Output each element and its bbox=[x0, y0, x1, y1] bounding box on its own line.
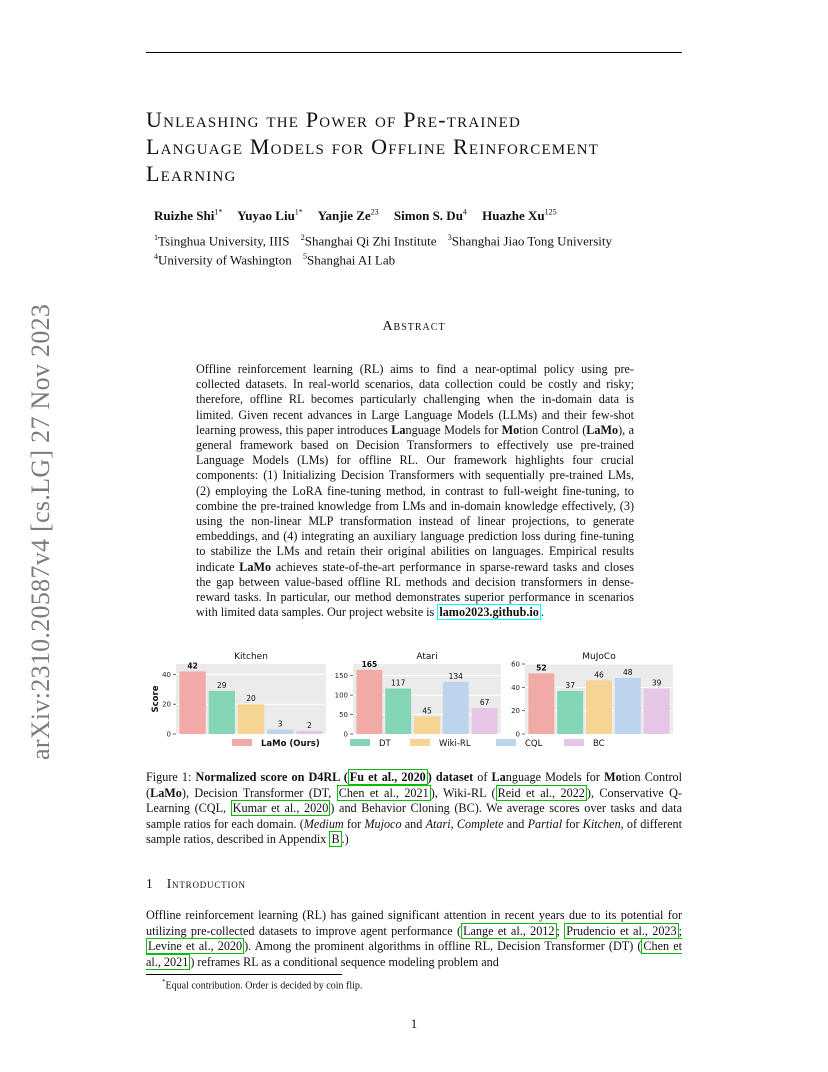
author-list bbox=[154, 208, 569, 224]
author: Huazhe Xu$^{125}$ bbox=[482, 208, 557, 224]
citation-link[interactable]: Fu et al., 2020 bbox=[349, 770, 426, 784]
bar bbox=[615, 678, 641, 734]
bar-value-label: 165 bbox=[361, 659, 378, 669]
legend-label: BC bbox=[593, 739, 605, 749]
panel-title: MuJoCo bbox=[582, 652, 616, 662]
affiliations bbox=[154, 230, 612, 269]
bar bbox=[296, 731, 322, 734]
y-tick-label: 0 bbox=[166, 730, 171, 739]
citation-link[interactable]: Prudencio et al., 2023 bbox=[566, 923, 677, 938]
arxiv-stamp bbox=[18, 282, 62, 762]
score-chart-svg bbox=[146, 648, 686, 754]
citation-link[interactable]: Kumar et al., 2020 bbox=[232, 801, 329, 816]
legend-swatch bbox=[232, 739, 252, 746]
bar-value-label: 29 bbox=[217, 680, 227, 690]
legend-swatch bbox=[564, 739, 584, 746]
bar-value-label: 20 bbox=[246, 694, 256, 704]
legend-swatch bbox=[410, 739, 430, 746]
bar bbox=[356, 670, 382, 734]
author: Yuyao Liu$^{1*}$ bbox=[237, 208, 303, 224]
top-rule bbox=[146, 52, 682, 53]
y-tick-label: 20 bbox=[162, 700, 171, 709]
legend-label: DT bbox=[379, 739, 391, 749]
bar-value-label: 42 bbox=[187, 661, 198, 671]
legend-swatch bbox=[496, 739, 516, 746]
bar-value-label: 134 bbox=[448, 671, 463, 681]
bar bbox=[557, 691, 583, 734]
abstract-body: Offline reinforcement learning (RL) aims to find a near-optimal policy using pre-collected datasets. In real-world scenarios, data collection could be costly and risky; therefore, offline RL becomes particularly challenging when the in-domain data is limited. Given recent advances in Large Language Models (LLMs) and their few-shot learning prowess, this paper introduces Language Models for Motion Control (LaMo), a general framework based on Decision Transformers to effectively use pre-trained Language Models (LMs) for offline RL. Our framework highlights four crucial components: (1) Initializing Decision Transformers with sequentially pre-trained LMs, (2) employing the LoRA fine-tuning method, in contrast to full-weight fine-tuning, to combine the pre-trained knowledge from LMs and in-domain knowledge effectively, (3) using the non-linear MLP transformation instead of linear projections, to generate embeddings, and (4) integrating an auxiliary language prediction loss during fine-tuning to stabilize the LMs and retain their original abilities on languages. Empirical results indicate LaMo achieves state-of-the-art performance in sparse-reward tasks and closes the gap between value-based offline RL methods and decision transformers in dense-reward tasks. In particular, our method demonstrates superior performance in scenarios with limited data samples. Our project website is lamo2023.github.io . bbox=[196, 362, 635, 620]
citation-link[interactable]: Chen et al., 2021 bbox=[146, 939, 682, 969]
bar-value-label: 67 bbox=[479, 697, 490, 707]
bar-value-label: 117 bbox=[391, 678, 406, 688]
bar-value-label: 3 bbox=[277, 719, 283, 729]
bar-value-label: 2 bbox=[307, 721, 312, 731]
y-axis-label: Score bbox=[151, 685, 161, 713]
legend-swatch bbox=[350, 739, 370, 746]
bar bbox=[644, 689, 670, 735]
y-tick-label: 40 bbox=[162, 670, 171, 679]
bar bbox=[472, 708, 498, 734]
author: Simon S. Du$^4$ bbox=[393, 208, 467, 224]
appendix-link[interactable]: B bbox=[331, 832, 340, 847]
citation-link[interactable]: Lange et al., 2012 bbox=[463, 923, 555, 938]
footnote-rule bbox=[146, 974, 342, 975]
y-tick-label: 100 bbox=[334, 691, 348, 700]
bar bbox=[179, 671, 205, 734]
section-heading: 1 Introduction bbox=[146, 876, 246, 891]
abstract-heading: Abstract bbox=[382, 319, 446, 334]
y-tick-label: 0 bbox=[515, 730, 520, 739]
arxiv-stamp-text: arXiv:2310.20587v4 [cs.LG] 27 Nov 2023 bbox=[26, 303, 55, 760]
y-tick-label: 40 bbox=[511, 683, 520, 692]
legend-label: CQL bbox=[525, 739, 543, 749]
y-tick-label: 20 bbox=[511, 707, 520, 716]
citation-link[interactable]: Levine et al., 2020 bbox=[148, 939, 243, 954]
legend-label: LaMo (Ours) bbox=[261, 739, 320, 749]
bar-value-label: 45 bbox=[422, 706, 432, 716]
y-tick-label: 0 bbox=[343, 730, 348, 739]
legend-label: Wiki-RL bbox=[439, 739, 471, 749]
title-line-3: Learning bbox=[146, 161, 237, 186]
bar bbox=[528, 673, 554, 734]
author: Yanjie Ze$^{23}$ bbox=[317, 208, 379, 224]
bar-value-label: 46 bbox=[594, 670, 604, 680]
page-number: 1 bbox=[410, 1016, 418, 1031]
y-tick-label: 50 bbox=[339, 711, 348, 720]
bar-value-label: 48 bbox=[623, 668, 633, 677]
bar-value-label: 52 bbox=[536, 663, 547, 673]
bar bbox=[238, 704, 264, 734]
citation-link[interactable]: Reid et al., 2022 bbox=[497, 785, 585, 800]
bar bbox=[443, 682, 469, 734]
citation-link[interactable]: Chen et al., 2021 bbox=[338, 785, 429, 800]
paper-title bbox=[146, 106, 706, 187]
intro-paragraph: Offline reinforcement learning (RL) has gained significant attention in recent years due to its potential for utilizing pre-collected datasets to improve agent performance ( Lange et al., 2012 ; Prudencio et al., 2023 ; Levine et al., 2020 ). Among the prominent algorithms in offline RL, Decision Transformer (DT) ( Chen et al., 2021 ) reframes RL as a conditional sequence modeling problem and bbox=[146, 908, 683, 969]
bar bbox=[267, 730, 293, 734]
score-chart bbox=[146, 648, 686, 754]
bar bbox=[586, 680, 612, 734]
footnote: *Equal contribution. Order is decided by coin flip. bbox=[162, 978, 363, 992]
bar bbox=[414, 717, 440, 735]
bar-value-label: 39 bbox=[651, 678, 662, 688]
title-line-1: Unleashing the Power of Pre-trained bbox=[146, 107, 521, 132]
y-tick-label: 150 bbox=[334, 672, 348, 681]
panel-title: Kitchen bbox=[234, 652, 268, 662]
affiliation-line-1: $^1$Tsinghua University, IIIS $^2$Shanghai Qi Zhi Institute $^3$Shanghai Jiao Tong University bbox=[154, 233, 613, 249]
figure-caption: Figure 1: Normalized score on D4RL ( Fu et al., 2020 ) dataset of Language Models for Motion Control (LaMo), Decision Transformer (DT, Chen et al., 2021 ), Wiki-RL ( Reid et al., 2022 ), Conservative Q-Learning (CQL, Kumar et al., 2020 ) and Behavior Cloning (BC). We average scores over tasks and data sample ratios for each domain. (Medium for Mujoco and Atari, Complete and Partial for Kitchen, of different sample ratios, described in Appendix B .) bbox=[146, 770, 682, 847]
bar bbox=[209, 691, 235, 734]
bar bbox=[385, 689, 411, 735]
panel-title: Atari bbox=[416, 652, 438, 662]
affiliation-line-2: $^4$University of Washington $^5$Shanghai AI Lab bbox=[154, 252, 396, 268]
bar-value-label: 37 bbox=[565, 680, 575, 690]
y-tick-label: 60 bbox=[511, 660, 520, 669]
project-website-link[interactable]: lamo2023.github.io bbox=[439, 605, 539, 620]
author: Ruizhe Shi$^{1*}$ bbox=[154, 208, 223, 224]
title-line-2: Language Models for Offline Reinforcement bbox=[146, 134, 600, 159]
